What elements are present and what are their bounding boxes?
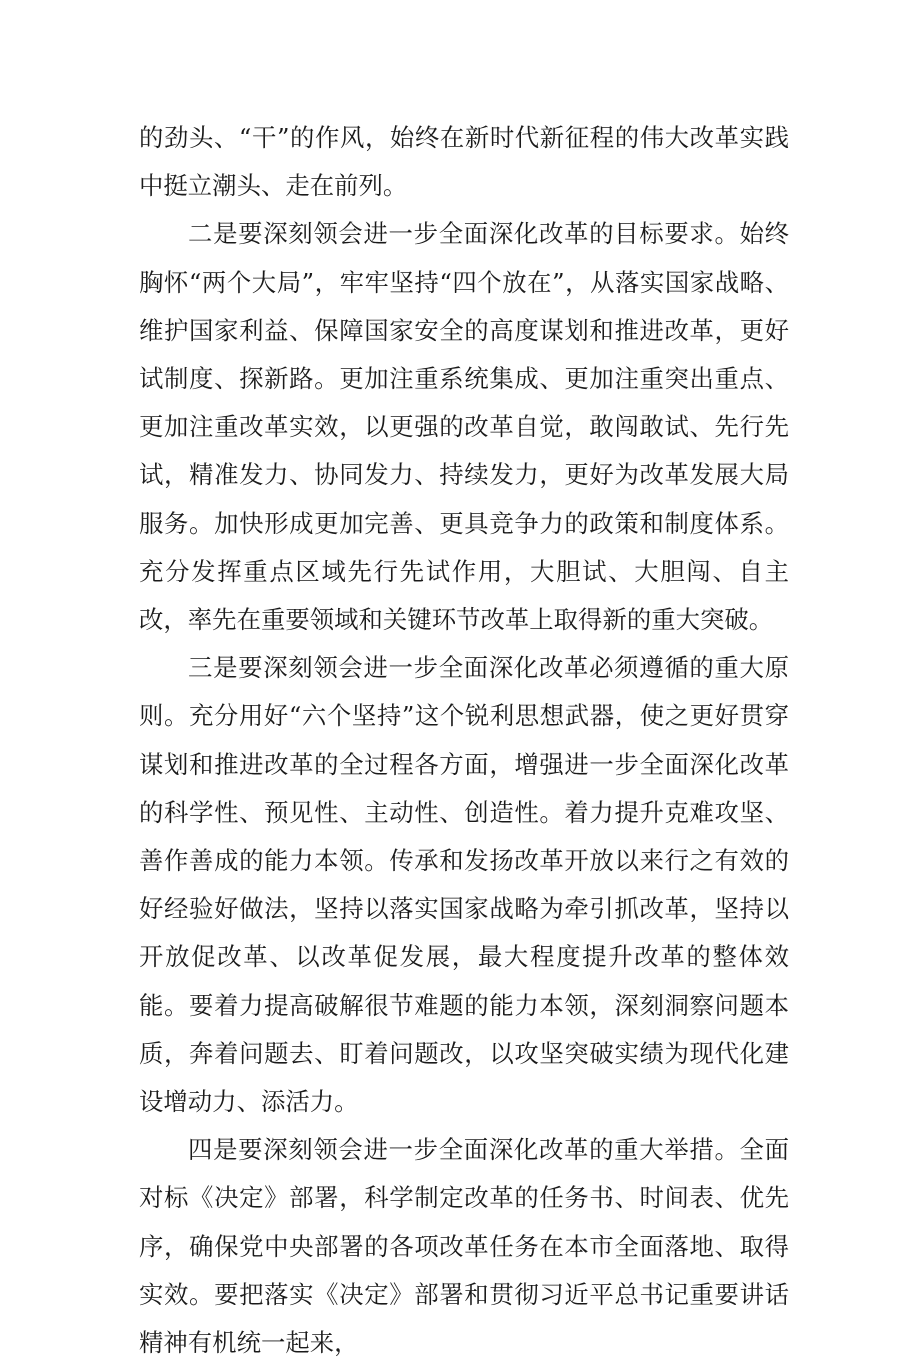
paragraph-point-four: 四是要深刻领会进一步全面深化改革的重大举措。全面对标《决定》部署，科学制定改革的任务书、时间表、优先序，确保党中央部署的各项改革任务在本市全面落地、取得实效。要把落实《决定》部署和贯彻习近平总书记重要讲话精神有机统一起来， (139, 1135, 789, 1358)
paragraph-point-three: 三是要深刻领会进一步全面深化改革必须遵循的重大原则。充分用好“六个坚持”这个锐利思想武器，使之更好贯穿谋划和推进改革的全过程各方面，增强进一步全面深化改革的科学性、预见性、主动性、创造性。着力提升克难攻坚、善作善成的能力本领。传承和发扬改革开放以来行之有效的好经验好做法，坚持以落实国家战略为牵引抓改革，坚持以开放促改革、以改革促发展，最大程度提升改革的整体效能。要着力提高破解很节难题的能力本领，深刻洞察问题本质，奔着问题去、盯着问题改，以攻坚突破实绩为现代化建设增动力、添活力。 (139, 653, 789, 1117)
document-body (139, 114, 789, 1367)
paragraph-point-two: 二是要深刻领会进一步全面深化改革的目标要求。始终胸怀“两个大局”，牢牢坚持“四个放在”，从落实国家战略、维护国家利益、保障国家安全的高度谋划和推进改革，更好试制度、探新路。更加注重系统集成、更加注重突出重点、更加注重改革实效，以更强的改革自觉，敢闯敢试、先行先试，精准发力、协同发力、持续发力，更好为改革发展大局服务。加快形成更加完善、更具竞争力的政策和制度体系。充分发挥重点区域先行先试作用，大胆试、大胆闯、自主改，率先在重要领域和关键环节改革上取得新的重大突破。 (139, 219, 789, 635)
paragraph-continuation: 的劲头、“干”的作风，始终在新时代新征程的伟大改革实践中挺立潮头、走在前列。 (139, 123, 789, 201)
